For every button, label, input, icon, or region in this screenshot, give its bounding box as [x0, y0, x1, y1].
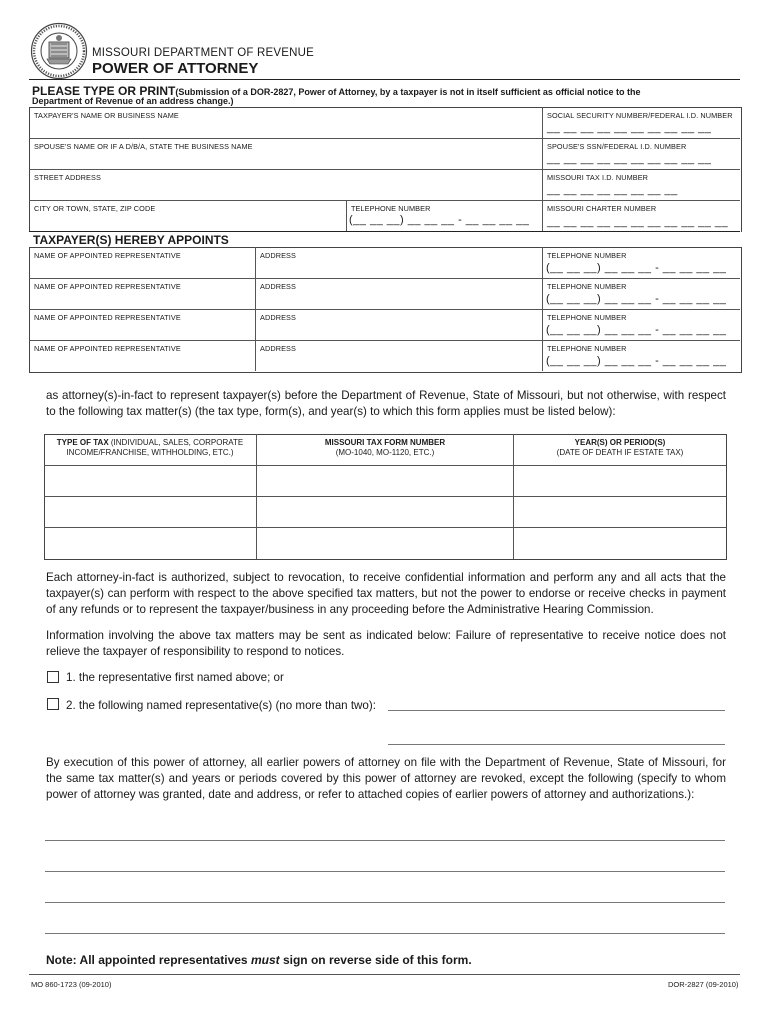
rep-address-input[interactable]	[257, 291, 540, 308]
rep-phone-label: TELEPHONE NUMBER	[547, 251, 627, 260]
ssn-label: SOCIAL SECURITY NUMBER/FEDERAL I.D. NUMBER	[547, 111, 733, 120]
instruction-note: (Submission of a DOR-2827, Power of Attorney, by a taxpayer is not in itself sufficient as official notice to the	[175, 87, 641, 97]
rep-phone-input[interactable]: (__ __ __) __ __ __ - __ __ __ __	[546, 262, 727, 274]
named-rep-line-2[interactable]	[388, 744, 725, 745]
tax-year-input[interactable]	[515, 467, 724, 494]
rep-address-label: ADDRESS	[260, 282, 296, 291]
tax-year-input[interactable]	[515, 529, 724, 556]
instruction-note-line2: Department of Revenue of an address change.)	[32, 96, 234, 106]
exception-line-3[interactable]	[45, 902, 725, 903]
years-title: YEAR(S) OR PERIOD(S)	[574, 438, 666, 447]
charter-number-input[interactable]: __ __ __ __ __ __ __ __ __ __ __	[547, 216, 729, 228]
option-2-label: 2. the following named representative(s) (no more than two):	[66, 699, 376, 712]
tax-form-input[interactable]	[258, 467, 511, 494]
department-name: MISSOURI DEPARTMENT OF REVENUE	[92, 47, 314, 59]
note-text-emphasis: must	[250, 953, 280, 967]
city-state-zip-label: CITY OR TOWN, STATE, ZIP CODE	[34, 204, 156, 213]
rep-address-label: ADDRESS	[260, 313, 296, 322]
tax-type-input[interactable]	[46, 498, 254, 525]
form-number-note: (MO-1040, MO-1120, ETC.)	[335, 448, 435, 457]
form-id-left: MO 860-1723 (09-2010)	[31, 980, 112, 989]
mo-tax-id-input[interactable]: __ __ __ __ __ __ __ __	[547, 184, 678, 196]
intro-paragraph: as attorney(s)-in-fact to represent taxpayer(s) before the Department of Revenue, State of Missouri, but not otherwise, with respect to the following tax matter(s) (the tax type, form(s), and year(s) to which this form applies must be listed below):	[46, 389, 726, 418]
spouse-ssn-input[interactable]: __ __ __ __ __ __ __ __ __ __	[547, 153, 712, 165]
tax-type-input[interactable]	[46, 467, 254, 494]
years-header	[515, 438, 725, 458]
type-of-tax-header	[46, 438, 254, 458]
type-of-tax-title: TYPE OF TAX	[56, 438, 109, 447]
note-text-post: sign on reverse side of this form.	[279, 953, 472, 967]
option-2-checkbox[interactable]	[47, 698, 59, 710]
state-seal-logo	[30, 22, 88, 80]
form-number-title: MISSOURI TAX FORM NUMBER	[324, 438, 446, 447]
rep-name-input[interactable]	[31, 322, 253, 339]
tax-form-input[interactable]	[258, 498, 511, 525]
street-address-label: STREET ADDRESS	[34, 173, 101, 182]
rep-phone-label: TELEPHONE NUMBER	[547, 313, 627, 322]
type-of-tax-note: (INDIVIDUAL, SALES, CORPORATE	[108, 438, 244, 447]
rep-address-label: ADDRESS	[260, 344, 296, 353]
authority-paragraph: Each attorney-in-fact is authorized, subject to revocation, to receive confidential information and perform any and all acts that the taxpayer(s) can perform with respect to the above specified tax matters, but not the power to endorse or receive checks in payment of any refunds or to represent the taxpayer/business in any proceeding before the Administrative Hearing Commission.	[46, 571, 726, 616]
rep-name-label: NAME OF APPOINTED REPRESENTATIVE	[34, 251, 181, 260]
appoints-heading: TAXPAYER(S) HEREBY APPOINTS	[33, 233, 229, 247]
tax-year-input[interactable]	[515, 498, 724, 525]
mo-tax-id-label: MISSOURI TAX I.D. NUMBER	[547, 173, 649, 182]
taxpayer-phone-label: TELEPHONE NUMBER	[351, 204, 431, 213]
spouse-ssn-label: SPOUSE'S SSN/FEDERAL I.D. NUMBER	[547, 142, 687, 151]
spouse-name-label: SPOUSE'S NAME OR IF A D/B/A, STATE THE BUSINESS NAME	[34, 142, 253, 151]
exception-line-2[interactable]	[45, 871, 725, 872]
rep-phone-label: TELEPHONE NUMBER	[547, 344, 627, 353]
rep-name-label: NAME OF APPOINTED REPRESENTATIVE	[34, 344, 181, 353]
notice-paragraph: Information involving the above tax matters may be sent as indicated below: Failure of representative to receive notice does not relieve the taxpayer of responsibility to respond to notices.	[46, 629, 726, 658]
rep-address-input[interactable]	[257, 353, 540, 370]
option-1-label: 1. the representative first named above; or	[66, 671, 284, 684]
named-rep-line-1[interactable]	[388, 710, 725, 711]
rep-address-input[interactable]	[257, 322, 540, 339]
form-id-right: DOR-2827 (09-2010)	[668, 980, 739, 989]
rep-address-input[interactable]	[257, 260, 540, 277]
rep-phone-label: TELEPHONE NUMBER	[547, 282, 627, 291]
charter-number-label: MISSOURI CHARTER NUMBER	[547, 204, 657, 213]
form-number-header	[258, 438, 512, 458]
tax-form-input[interactable]	[258, 529, 511, 556]
years-note: (DATE OF DEATH IF ESTATE TAX)	[556, 448, 684, 457]
revocation-paragraph: By execution of this power of attorney, all earlier powers of attorney on file with the Department of Revenue, State of Missouri, for the same tax matter(s) and years or periods covered by this power of attorney are revoked, except the following (specify to whom power of attorney was granted, date and address, or refer to attached copies of earlier powers of attorney and authorizations.):	[46, 756, 726, 801]
rep-phone-input[interactable]: (__ __ __) __ __ __ - __ __ __ __	[546, 293, 727, 305]
rep-phone-input[interactable]: (__ __ __) __ __ __ - __ __ __ __	[546, 355, 727, 367]
exception-line-4[interactable]	[45, 933, 725, 934]
taxpayer-name-input[interactable]	[31, 120, 539, 137]
spouse-name-input[interactable]	[31, 151, 539, 168]
taxpayer-name-label: TAXPAYER'S NAME OR BUSINESS NAME	[34, 111, 179, 120]
rep-name-input[interactable]	[31, 353, 253, 370]
rep-name-label: NAME OF APPOINTED REPRESENTATIVE	[34, 282, 181, 291]
rep-name-input[interactable]	[31, 260, 253, 277]
rep-name-input[interactable]	[31, 291, 253, 308]
signature-note	[46, 953, 472, 967]
rep-name-label: NAME OF APPOINTED REPRESENTATIVE	[34, 313, 181, 322]
ssn-input[interactable]: __ __ __ __ __ __ __ __ __ __	[547, 122, 712, 134]
instruction-heading: PLEASE TYPE OR PRINT	[32, 84, 176, 98]
taxpayer-phone-input[interactable]: (__ __ __) __ __ __ - __ __ __ __	[349, 214, 530, 226]
rep-phone-input[interactable]: (__ __ __) __ __ __ - __ __ __ __	[546, 324, 727, 336]
option-1-checkbox[interactable]	[47, 671, 59, 683]
form-title: POWER OF ATTORNEY	[92, 60, 259, 77]
rep-address-label: ADDRESS	[260, 251, 296, 260]
note-text-pre: Note: All appointed representatives	[46, 953, 251, 967]
street-address-input[interactable]	[31, 182, 539, 199]
city-state-zip-input[interactable]	[31, 213, 343, 230]
exception-line-1[interactable]	[45, 840, 725, 841]
tax-type-input[interactable]	[46, 529, 254, 556]
type-of-tax-note-line2: INCOME/FRANCHISE, WITHHOLDING, ETC.)	[66, 448, 234, 457]
